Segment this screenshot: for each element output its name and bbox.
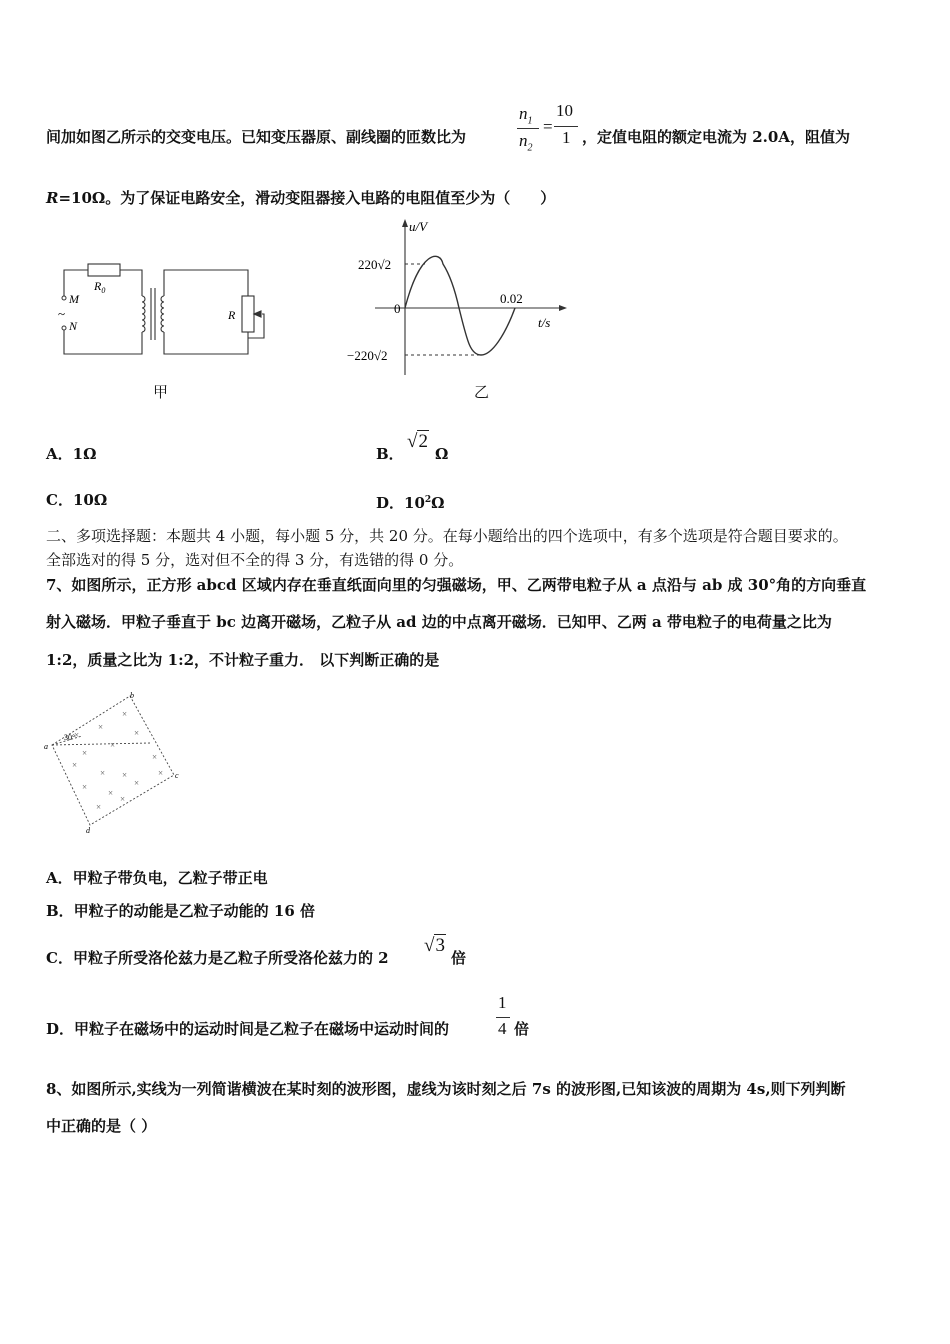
q7-option-b: B．甲粒子的动能是乙粒子动能的 16 倍 — [46, 902, 315, 920]
q7-option-d-prefix: D．甲粒子在磁场中的运动时间是乙粒子在磁场中运动时间的 — [46, 1020, 450, 1038]
point-d-label: d — [86, 826, 90, 835]
ratio-right-bar — [554, 126, 578, 127]
svg-text:×: × — [134, 778, 140, 788]
y-min-label: −220√2 — [347, 348, 388, 363]
svg-text:×: × — [122, 709, 128, 719]
section2-instructions-line2: 全部选对的得 5 分，选对但不全的得 3 分，有选错的得 0 分。 — [46, 551, 464, 569]
r0-resistor — [88, 264, 120, 276]
ratio-equals: = — [543, 117, 553, 136]
r0-label: $R_0$ — [94, 279, 106, 295]
voltage-sine-curve — [405, 256, 515, 355]
svg-text:×: × — [134, 728, 140, 738]
svg-text:×: × — [100, 768, 106, 778]
svg-text:×: × — [108, 788, 114, 798]
q6-option-b-prefix: B． — [376, 445, 404, 463]
q6-option-b-unit: Ω — [435, 445, 449, 463]
svg-text:×: × — [122, 770, 128, 780]
q6-option-d: D．$10^2\Omega$ — [376, 494, 445, 512]
ratio-n1: $n_1$ — [519, 104, 533, 127]
q7-option-c-prefix: C．甲粒子所受洛伦兹力是乙粒子所受洛伦兹力的 2 — [46, 949, 389, 967]
tilde-label: ~ — [58, 306, 66, 321]
y-max-label: 220√2 — [358, 257, 392, 272]
svg-text:×: × — [96, 802, 102, 812]
figure-q7-square — [42, 690, 187, 835]
point-b-label: b — [130, 691, 134, 700]
q6-option-a: A．1Ω — [46, 445, 97, 463]
q8-line2: 中正确的是（ ） — [46, 1117, 157, 1135]
figure-yi-caption: 乙 — [474, 383, 490, 401]
q7-line1: 7、如图所示，正方形 abcd 区域内存在垂直纸面向里的匀强磁场，甲、乙两带电粒子从 a 点沿与 ab 成 30°角的方向垂直 — [46, 576, 867, 594]
m-label: M — [69, 292, 79, 306]
field-crosses — [72, 709, 163, 812]
q6-option-b-radical: √2 — [407, 431, 428, 452]
angle-30-label: 30° — [64, 733, 76, 742]
svg-text:×: × — [110, 740, 116, 750]
figure-jia-caption: 甲 — [153, 383, 169, 401]
ratio-left-bar — [517, 128, 539, 129]
svg-text:×: × — [120, 794, 126, 804]
fraction-denominator: 4 — [498, 1019, 507, 1038]
point-c-label: c — [175, 771, 179, 780]
svg-text:×: × — [82, 782, 88, 792]
q7-option-c-radical: √3 — [424, 935, 445, 956]
q8-line1: 8、如图所示,实线为一列简谐横波在某时刻的波形图，虚线为该时刻之后 7s 的波形图,已知该波的周期为 4s,则下列判断 — [46, 1080, 846, 1098]
origin-label: 0 — [394, 301, 401, 316]
y-axis-label: u/V — [409, 219, 428, 234]
t-mark-label: 0.02 — [500, 291, 523, 306]
n-label: N — [69, 319, 78, 333]
q6-line1-text-end: ，定值电阻的额定电流为 2.0A，阻值为 — [582, 128, 850, 146]
q6-line2: R=10Ω。为了保证电路安全，滑动变阻器接入电路的电阻值至少为（ ） — [46, 189, 556, 207]
svg-text:×: × — [82, 748, 88, 758]
svg-text:×: × — [152, 752, 158, 762]
svg-text:×: × — [72, 760, 78, 770]
q6-line1-text: 间加如图乙所示的交变电压。已知变压器原、副线圈的匝数比为 — [46, 128, 467, 146]
x-axis-label: t/s — [538, 315, 551, 330]
ratio-n2: $n_2$ — [519, 131, 533, 154]
q6-option-c: C．10Ω — [46, 491, 108, 509]
fraction-bar — [496, 1017, 510, 1018]
q7-line2: 射入磁场．甲粒子垂直于 bc 边离开磁场，乙粒子从 ad 边的中点离开磁场．已知甲、乙两 a 带电粒子的电荷量之比为 — [46, 613, 832, 631]
ratio-1: 1 — [562, 128, 571, 147]
svg-text:×: × — [74, 730, 80, 740]
fraction-numerator: 1 — [498, 993, 507, 1012]
figure-yi-graph — [345, 215, 575, 380]
q7-option-d-suffix: 倍 — [514, 1020, 530, 1038]
svg-text:×: × — [98, 722, 104, 732]
r-rheostat — [242, 296, 254, 332]
svg-text:×: × — [158, 768, 164, 778]
section2-instructions-line1: 二、多项选择题：本题共 4 小题，每小题 5 分，共 20 分。在每小题给出的四个选项中，有多个选项是符合题目要求的。 — [46, 527, 848, 545]
q7-option-a: A．甲粒子带负电，乙粒子带正电 — [46, 869, 268, 887]
ab-diagonal-line — [52, 743, 150, 745]
r-label: R — [228, 308, 236, 322]
ratio-10: 10 — [556, 101, 573, 120]
q7-line3: 1:2，质量之比为 1:2，不计粒子重力． 以下判断正确的是 — [46, 651, 440, 669]
q7-option-c-suffix: 倍 — [451, 949, 467, 967]
point-a-label: a — [44, 742, 48, 751]
figure-jia-circuit — [52, 258, 282, 368]
